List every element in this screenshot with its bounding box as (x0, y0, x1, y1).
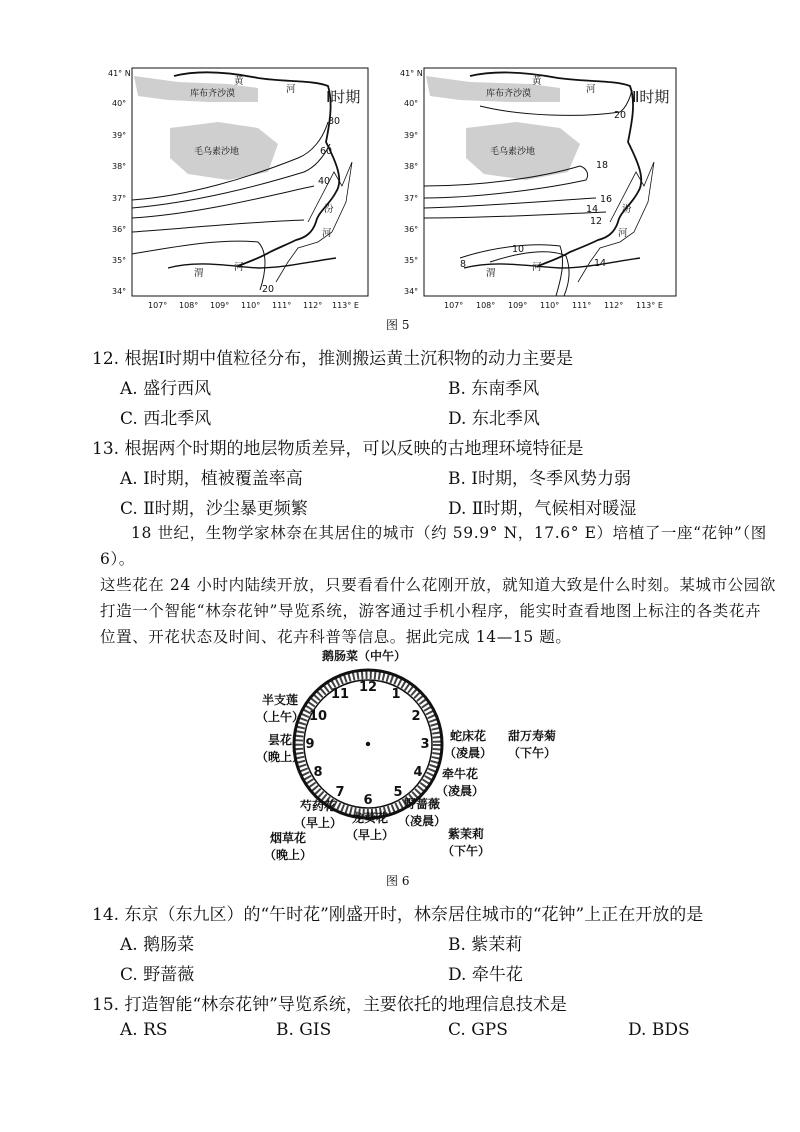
contour-label: 20 (262, 284, 275, 295)
clock-center (366, 742, 370, 746)
lon-label: 113° E (636, 301, 663, 310)
contour-line (132, 186, 314, 218)
flower-label-qianniuhua: 牵牛花 （凌晨） (436, 767, 485, 798)
river-label: 河 (286, 84, 296, 95)
q13-option-b[interactable]: B. Ⅰ时期，冬季风势力弱 (448, 469, 632, 489)
passage (100, 520, 800, 650)
flower-label-shechuanghua: 蛇床花 （凌晨） (444, 729, 493, 760)
lat-label: 37° (404, 194, 419, 203)
river-label: 汾 (622, 204, 632, 215)
lon-label: 110° (540, 301, 560, 310)
passage-line: 位置、开花状态及时间、花卉科普等信息。据此完成 14—15 题。 (100, 628, 572, 646)
flower-label-tianwanshouju: 甜万寿菊 （下午） (508, 729, 557, 760)
lat-label: 35° (112, 256, 127, 265)
desert-label: 毛乌素沙地 (490, 147, 536, 157)
figure-caption: 图 5 (386, 318, 410, 332)
lat-label: 39° (112, 131, 127, 140)
q14-option-d[interactable]: D. 牵牛花 (448, 965, 523, 985)
flower-label-zimoli: 紫茉莉 （下午） (442, 827, 491, 858)
lat-label: 40° (404, 99, 419, 108)
desert-label: 库布齐沙漠 (190, 89, 236, 99)
q12-option-a[interactable]: A. 盛行西风 (120, 379, 212, 399)
flower-label-yancaohua: 烟草花 （晚上） (264, 831, 313, 862)
river-label: 黄 (532, 76, 542, 87)
passage-line: 18 世纪，生物学家林奈在其居住的城市（约 59.9° N，17.6° E）培植了一座“花钟”（图 6）。 (100, 524, 767, 568)
map-period-2 (400, 62, 690, 312)
contour-label: 14 (594, 258, 607, 269)
contour-label: 40 (318, 176, 331, 187)
desert-label: 库布齐沙漠 (486, 89, 532, 99)
lon-label: 108° (476, 301, 496, 310)
q15-option-c[interactable]: C. GPS (448, 1020, 508, 1040)
lon-label: 108° (179, 301, 199, 310)
q13-option-c[interactable]: C. Ⅱ时期，沙尘暴更频繁 (120, 499, 308, 519)
lat-label: 39° (404, 131, 419, 140)
q15-option-a[interactable]: A. RS (120, 1020, 168, 1040)
q13-option-d[interactable]: D. Ⅱ时期，气候相对暖湿 (448, 499, 637, 519)
q15-option-d[interactable]: D. BDS (628, 1020, 690, 1040)
river-label: 河 (234, 262, 244, 273)
contour-label: 12 (590, 216, 603, 227)
period-label: Ⅰ时期 (326, 88, 361, 106)
lat-label: 38° (112, 162, 127, 171)
weihe-river (464, 258, 640, 268)
contour-label: 20 (614, 110, 627, 121)
q12-option-b[interactable]: B. 东南季风 (448, 379, 540, 399)
lon-label: 112° (303, 301, 323, 310)
contour-line (424, 212, 606, 218)
clock-number: 5 (393, 785, 403, 800)
lon-label: 113° E (332, 301, 359, 310)
lat-label: 36° (112, 225, 127, 234)
question-14: 14. 东京（东九区）的“午时花”刚盛开时，林奈居住城市的“花钟”上正在开放的是 (92, 905, 704, 925)
clock-number: 4 (413, 765, 423, 780)
contour-label: 18 (596, 160, 609, 171)
river-label: 渭 (486, 268, 496, 279)
clock-number: 2 (411, 709, 421, 724)
contour-label: 10 (512, 244, 525, 255)
flower-label-yeqiangwei: 野蔷薇 （凌晨） (398, 797, 447, 828)
clock-number: 10 (308, 709, 328, 724)
river-label: 河 (532, 262, 542, 273)
lat-label: 37° (112, 194, 127, 203)
lat-label: 36° (404, 225, 419, 234)
lon-label: 109° (210, 301, 230, 310)
clock-number: 11 (330, 687, 350, 702)
flower-label-shaoyaohua: 芍药花 （早上） (294, 799, 343, 830)
river-label: 河 (618, 228, 628, 239)
contour-label: 16 (600, 194, 613, 205)
contour-label: 80 (328, 116, 341, 127)
river-label: 河 (322, 228, 332, 239)
period-label: Ⅱ时期 (632, 88, 670, 106)
question-13: 13. 根据两个时期的地层物质差异，可以反映的古地理环境特征是 (92, 439, 584, 459)
clock-number: 3 (420, 737, 430, 752)
q14-option-b[interactable]: B. 紫茉莉 (448, 935, 523, 955)
contour-line (132, 241, 265, 290)
lat-label: 38° (404, 162, 419, 171)
q14-option-a[interactable]: A. 鹅肠菜 (120, 935, 195, 955)
lon-label: 112° (604, 301, 624, 310)
river-label: 河 (586, 84, 596, 95)
flower-label-longkuihua: 龙葵花 （早上） (346, 811, 395, 842)
question-12: 12. 根据Ⅰ时期中值粒径分布，推测搬运黄土沉积物的动力主要是 (92, 349, 574, 369)
lat-label: 35° (404, 256, 419, 265)
river-label: 汾 (324, 204, 334, 215)
river-label: 黄 (234, 76, 244, 87)
contour-line (132, 220, 304, 232)
river-label: 渭 (194, 268, 204, 279)
border-line (276, 162, 352, 282)
q12-option-d[interactable]: D. 东北季风 (448, 409, 540, 429)
clock-number: 6 (363, 793, 373, 808)
flower-label-banzhilian: 半支莲 （上午） (256, 693, 305, 724)
lat-label: 34° (112, 287, 127, 296)
lat-label: 40° (112, 99, 127, 108)
lon-label: 111° (572, 301, 592, 310)
question-15: 15. 打造智能“林奈花钟”导览系统，主要依托的地理信息技术是 (92, 995, 567, 1015)
clock-number: 8 (313, 765, 323, 780)
figure-caption: 图 6 (386, 874, 410, 888)
clock-number: 7 (335, 785, 345, 800)
contour-line (424, 198, 596, 208)
weihe-river (168, 258, 336, 268)
lon-label: 111° (272, 301, 292, 310)
desert-label: 毛乌素沙地 (194, 147, 240, 157)
passage-line: 打造一个智能“林奈花钟”导览系统，游客通过手机小程序，能实时查看地图上标注的各类花卉 (100, 602, 762, 620)
contour-label: 14 (586, 204, 599, 215)
lon-label: 107° (444, 301, 464, 310)
lon-label: 110° (241, 301, 261, 310)
lon-label: 109° (508, 301, 528, 310)
passage-line: 这些花在 24 小时内陆续开放，只要看看什么花刚开放，就知道大致是什么时刻。某城市公园欲 (100, 576, 776, 594)
clock-number: 9 (305, 737, 315, 752)
q15-option-b[interactable]: B. GIS (276, 1020, 332, 1040)
lat-label: 34° (404, 287, 419, 296)
q13-option-a[interactable]: A. Ⅰ时期，植被覆盖率高 (120, 469, 303, 489)
contour-label: 8 (460, 259, 467, 270)
lat-label: 41° N (108, 69, 131, 78)
flower-label-echangcai: 鹅肠菜（中午） (322, 649, 407, 663)
flower-label-tanhua: 昙花 （晚上） (256, 733, 305, 764)
q14-option-c[interactable]: C. 野蔷薇 (120, 965, 195, 985)
clock-number: 1 (391, 687, 401, 702)
clock-number: 12 (358, 680, 378, 695)
contour-label: 60 (320, 146, 333, 157)
lon-label: 107° (148, 301, 168, 310)
map-period-1 (108, 62, 376, 312)
q12-option-c[interactable]: C. 西北季风 (120, 409, 212, 429)
lat-label: 41° N (400, 69, 423, 78)
